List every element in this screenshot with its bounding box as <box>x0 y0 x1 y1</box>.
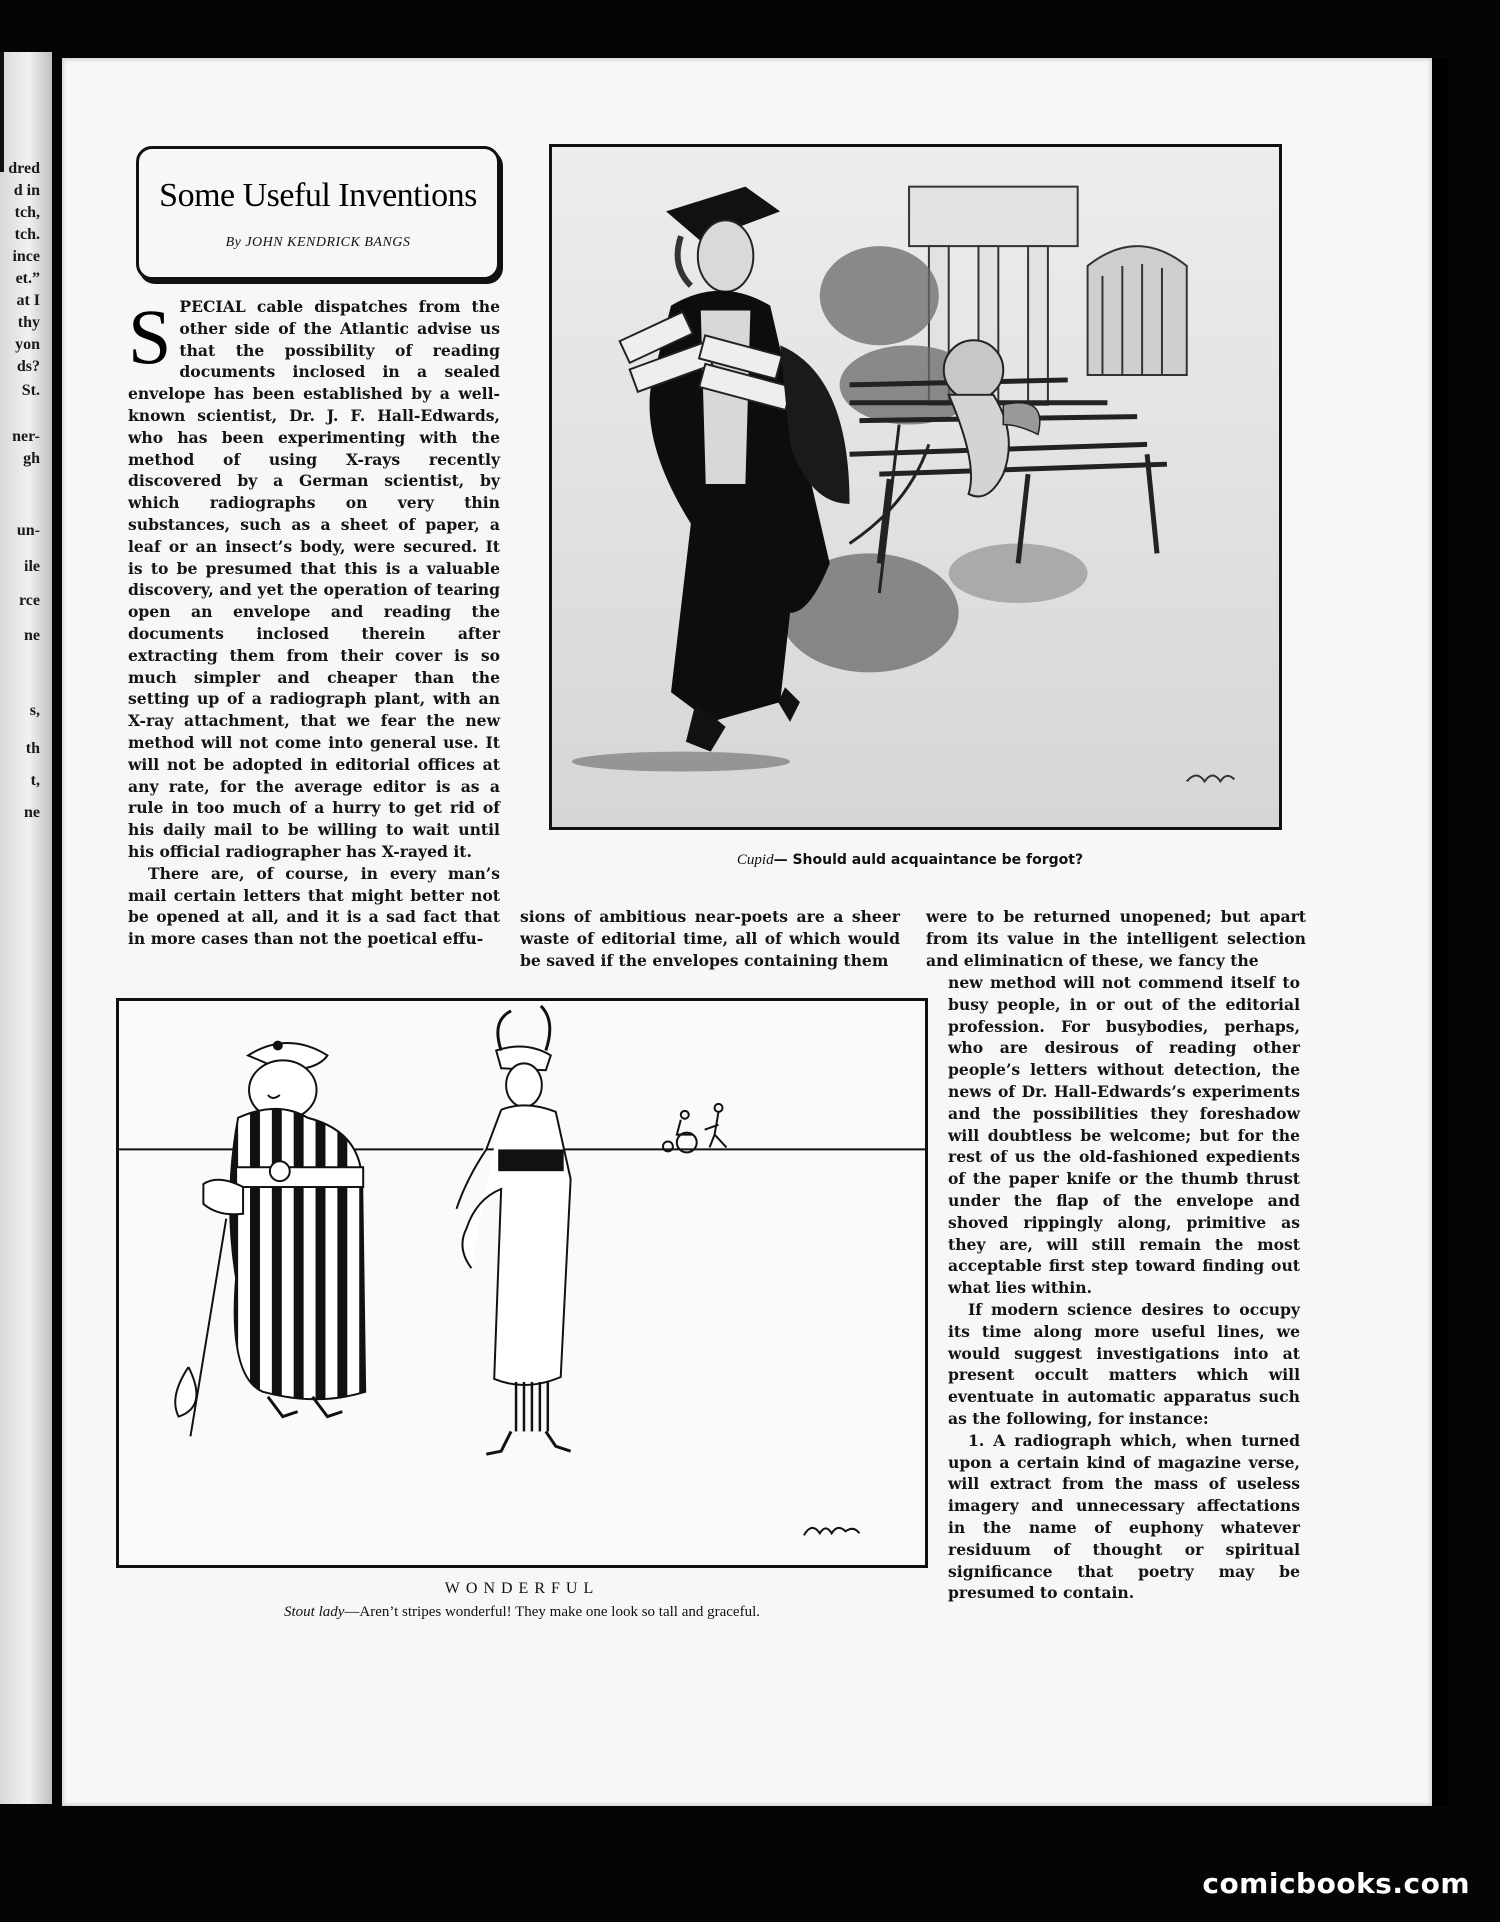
previous-page-fragment: gh <box>23 450 40 467</box>
article-paragraph-2-start: There are, of course, in every man’s mail certain letters that might better not be opened at all, and it is a sad fact that in more cases than not the poetical effu- <box>128 863 500 949</box>
previous-page-fragment: dred <box>8 160 40 177</box>
previous-page-fragment: ner- <box>12 428 40 445</box>
page-binding-edge <box>1432 58 1448 1806</box>
article-paragraph-2-right-top: were to be returned unopened; but apart from its value in the intelligent selection and eliminaticn of these, we fancy the <box>926 907 1306 970</box>
article-paragraph-4: 1. A radiograph which, when turned upon a certain kind of magazine verse, will extract from the mass of useless imagery and unnecessary affectations in the name of euphony whatever residuum of thought or spiritual significance that poetry may be presumed to contain. <box>948 1430 1300 1603</box>
previous-page-fragment: un- <box>16 522 40 539</box>
article-paragraph-3: If modern science desires to occupy its time along more useful lines, we would suggest investigations into at present occult matters which will eventuate in automatic apparatus such as the following, for instance: <box>948 1299 1300 1428</box>
previous-page-rule <box>0 52 4 172</box>
article-column-left-upper <box>128 293 500 950</box>
previous-page-fragment: St. <box>21 382 40 399</box>
previous-page-fragment: ds? <box>16 358 40 375</box>
illustration-wonderful-cartoon <box>116 998 928 1568</box>
previous-page-fragment: et.” <box>15 270 40 287</box>
stout-lady-cartoon-drawing <box>119 1001 925 1565</box>
previous-page-fragment: ne <box>24 804 40 821</box>
previous-page-fragment: tch, <box>14 204 40 221</box>
cartoon-caption-text: —Aren’t stripes wonderful! They make one look so tall and graceful. <box>344 1604 760 1620</box>
article-paragraph-1 <box>128 293 500 863</box>
article-title: Some Useful Inventions <box>159 177 477 214</box>
article-title-box <box>136 146 500 280</box>
article-paragraph-2-continued: sions of ambitious near-poets are a sheer waste of editorial time, all of which would be saved if the envelopes containing them <box>520 907 900 970</box>
previous-page-fragment: ince <box>12 248 40 265</box>
previous-page-edge <box>0 52 52 1804</box>
paragraph-1-text: PECIAL cable dispatches from the other side of the Atlantic advise us that the possibility of reading documents inclosed in a sealed envelope has been established by a well-known scientist, Dr. J. F. Hall-Edwards, who has been experimenting with the method of using X-rays recently discovered by a German scientist, by which radiographs on very thin substances, such as a sheet of paper, a leaf or an insect’s body, were secured. It is to be presumed that this is a valuable discovery, and yet the operation of tearing open an envelope and reading the documents inclosed therein after extracting them from their cover is so much simpler and cheaper than the setting up of a radiograph plant, with an X-ray attachment, that we fear the new method will not come into general use. It will not be adopted in editorial offices at any rate, for the average editor is as a rule in too much of a hurry to get rid of his daily mail to be willing to wait until his official radiographer has X-rayed it. <box>128 297 500 861</box>
caption-1-speaker: Cupid <box>736 852 774 868</box>
cartoon-caption <box>116 1604 928 1621</box>
previous-page-fragment: ne <box>24 627 40 644</box>
previous-page-fragment: at I <box>16 292 40 309</box>
article-paragraph-2-right: new method will not commend itself to busy people, in or out of the editorial profession. For busybodies, perhaps, who are desirous of reading other people’s letters without detection, the news of Dr. Hall-Edwards’s experiments and the possibilities they foreshadow will doubtless be welcome; but for the rest of us the old-fashioned expedients of the paper knife or the thumb thrust under the flap of the envelope and shoved rippingly along, primitive as they are, will still remain the most acceptable first step toward finding out what lies within. <box>948 973 1300 1298</box>
previous-page-fragment: thy <box>17 314 40 331</box>
illustration-1-caption <box>600 852 1220 869</box>
cartoon-title: WONDERFUL <box>444 1580 600 1597</box>
graduate-cupid-drawing <box>552 147 1279 827</box>
previous-page-fragment: th <box>25 740 40 757</box>
previous-page-fragment: d in <box>13 182 40 199</box>
previous-page-fragment: yon <box>15 336 40 353</box>
caption-1-text: — Should auld acquaintance be forgot? <box>773 852 1084 868</box>
previous-page-fragment: rce <box>18 592 40 609</box>
previous-page-fragment: ile <box>24 558 40 575</box>
article-byline: By JOHN KENDRICK BANGS <box>225 235 411 250</box>
article-column-middle <box>520 906 900 971</box>
article-column-right <box>948 972 1300 1604</box>
previous-page-fragment: tch. <box>14 226 40 243</box>
drop-cap: S <box>128 293 172 380</box>
article-column-right-top <box>926 906 1306 971</box>
previous-page-fragment: t, <box>30 772 40 789</box>
site-watermark: comicbooks.com <box>1202 1867 1470 1900</box>
previous-page-fragment: s, <box>29 702 40 719</box>
cartoon-caption-speaker: Stout lady <box>284 1604 345 1620</box>
illustration-graduate-and-cupid <box>549 144 1282 830</box>
